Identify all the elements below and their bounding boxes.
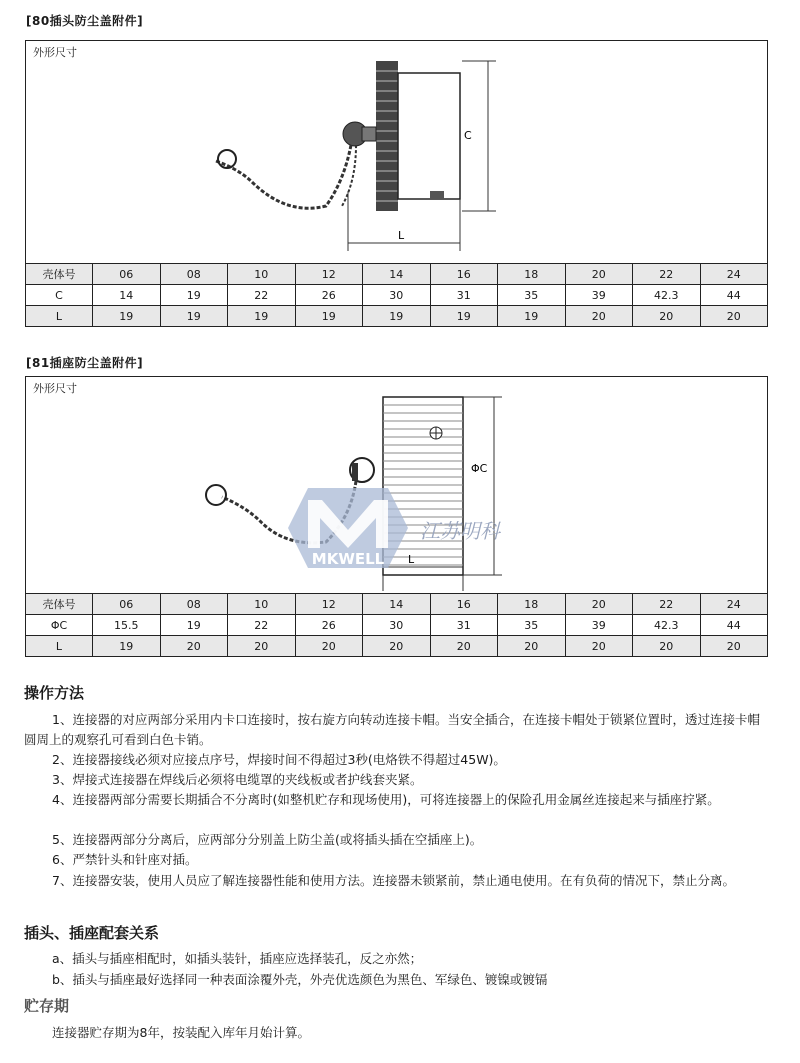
table-cell: 16 [430,264,498,285]
table-cell: 19 [93,636,161,657]
chain-ring [206,485,226,505]
table-cell: 19 [498,306,566,327]
operation-item-1: 1、连接器的对应两部分采用内卡口连接时，按右旋方向转动连接卡帽。当安全插合，在连接卡帽处于锁紧位置时，透过连接卡帽圆周上的观察孔可看到白色卡销。 [24,712,760,747]
table-cell: 16 [430,594,498,615]
operation-item-5: 5、连接器两部分分离后，应两部分分别盖上防尘盖(或将插头插在空插座上)。 [52,832,483,847]
matching-item-a: a、插头与插座相配时，如插头装针，插座应选择装孔，反之亦然； [52,951,423,966]
table-cell: 19 [93,306,161,327]
table-cell: 20 [498,636,566,657]
operation-item-4: 4、连接器两部分需要长期插合不分离时(如整机贮存和现场使用)，可将连接器上的保险孔用金属丝连接起来与插座拧紧。 [52,792,720,807]
table-cell: 15.5 [93,615,161,636]
table-cell: 20 [633,636,701,657]
table-cell: 20 [633,306,701,327]
table-cell: 20 [700,306,768,327]
table-cell: 31 [430,285,498,306]
table-cell: 35 [498,615,566,636]
operation-item-6: 6、严禁针头和针座对插。 [52,852,198,867]
table-cell: 42.3 [633,285,701,306]
table-cell: 22 [633,594,701,615]
dim-c-label: C [464,129,472,142]
table-cell: 06 [93,264,161,285]
table-cell: 39 [565,615,633,636]
table-cell: 44 [700,615,768,636]
table-cell: 22 [633,264,701,285]
matching-heading: 插头、插座配套关系 [24,924,160,942]
chinese-brand-text: 江苏明科 [420,519,500,543]
table-cell: 30 [363,615,431,636]
table-cell: 20 [295,636,363,657]
table-cell: 20 [160,636,228,657]
table-row [26,306,768,327]
table-cell: 12 [295,264,363,285]
table-cell: 壳体号 [26,594,93,615]
table-row [26,636,768,657]
section-80-spec-table [25,263,768,327]
table-cell: 42.3 [633,615,701,636]
table-cell: 10 [228,594,296,615]
table-cell: 20 [565,264,633,285]
storage-text: 连接器贮存期为8年，按装配入库年月始计算。 [52,1025,310,1040]
table-header-row [26,264,768,285]
operation-heading: 操作方法 [24,684,85,702]
table-cell: 06 [93,594,161,615]
table-cell: 14 [363,264,431,285]
section-81-title: [81插座防尘盖附件] [26,356,144,370]
section-80-drawing-frame [25,40,768,264]
table-cell: 壳体号 [26,264,93,285]
table-cell: 10 [228,264,296,285]
knurled-ring [376,61,398,211]
table-cell: 19 [363,306,431,327]
table-cell: C [26,285,93,306]
section-81-spec-table [25,593,768,657]
dim-l-label: L [408,553,415,566]
plug-dust-cap-drawing [26,41,767,263]
table-cell: 20 [565,636,633,657]
dim-l-label: L [398,229,405,242]
table-cell: 35 [498,285,566,306]
table-cell: 24 [700,594,768,615]
table-cell: 12 [295,594,363,615]
table-cell: 20 [363,636,431,657]
table-cell: 08 [160,594,228,615]
cap-body [398,73,460,199]
chain-ring [218,150,236,168]
table-cell: 19 [295,306,363,327]
table-cell: 39 [565,285,633,306]
table-cell: 18 [498,594,566,615]
table-cell: 19 [160,615,228,636]
table-cell: 20 [700,636,768,657]
frame-label: 外形尺寸 [33,46,77,59]
table-cell: 20 [430,636,498,657]
table-cell: 14 [363,594,431,615]
table-cell: 08 [160,264,228,285]
table-cell: 20 [565,306,633,327]
table-row [26,615,768,636]
operation-item-2: 2、连接器接线必须对应接点序号，焊接时间不得超过3秒(电烙铁不得超过45W)。 [52,752,506,767]
operation-item-3: 3、焊接式连接器在焊线后必须将电缆罩的夹线板或者护线套夹紧。 [52,772,423,787]
table-cell: ΦC [26,615,93,636]
table-cell: 19 [160,285,228,306]
chain [216,145,351,208]
cap-tab [430,191,444,199]
table-cell: 30 [363,285,431,306]
table-cell: 26 [295,615,363,636]
table-cell: 19 [160,306,228,327]
table-cell: 19 [228,306,296,327]
table-cell: 26 [295,285,363,306]
mkwell-watermark-logo [280,482,550,574]
storage-heading: 贮存期 [24,997,70,1015]
table-cell: 24 [700,264,768,285]
table-cell: 19 [430,306,498,327]
table-cell: 20 [565,594,633,615]
table-cell: 20 [228,636,296,657]
table-cell: 18 [498,264,566,285]
table-cell: L [26,636,93,657]
operation-item-7: 7、连接器安装，使用人员应了解连接器性能和使用方法。连接器未锁紧前，禁止通电使用。在有负荷的情况下，禁止分离。 [52,873,735,888]
table-cell: 22 [228,285,296,306]
table-cell: L [26,306,93,327]
brand-text: MKWELL [311,550,385,568]
matching-item-b: b、插头与插座最好选择同一种表面涂覆外壳，外壳优选颜色为黑色、军绿色、镀镍或镀镉 [52,972,548,987]
table-cell: 44 [700,285,768,306]
frame-label: 外形尺寸 [33,382,77,395]
table-header-row [26,594,768,615]
section-80-title: [80插头防尘盖附件] [26,14,144,28]
table-row [26,285,768,306]
table-cell: 22 [228,615,296,636]
table-cell: 14 [93,285,161,306]
dim-c-label: ΦC [471,462,488,475]
table-cell: 31 [430,615,498,636]
